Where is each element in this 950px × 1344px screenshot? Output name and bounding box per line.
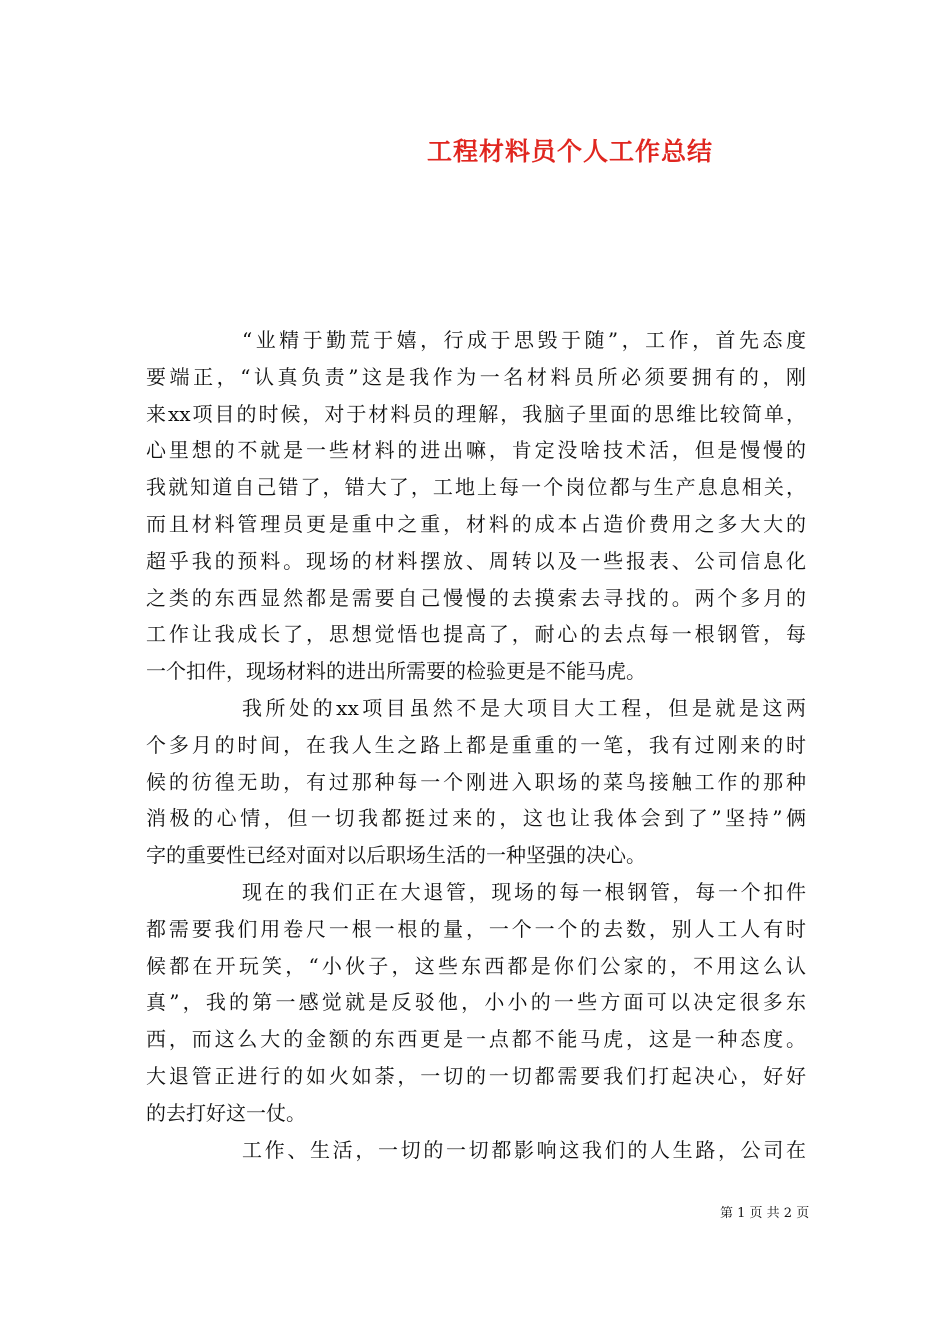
paragraph-line: 真”，我的第一感觉就是反驳他，小小的一些方面可以决定很多东 [146, 990, 806, 1015]
paragraph-line: 候都在开玩笑，“小伙子，这些东西都是你们公家的，不用这么认 [146, 953, 806, 978]
paragraph-line: 工作、生活，一切的一切都影响这我们的人生路，公司在 [242, 1137, 806, 1162]
paragraph-line: 我就知道自己错了，错大了，工地上每一个岗位都与生产息息相关， [146, 475, 806, 500]
paragraph-line: 个多月的时间，在我人生之路上都是重重的一笔，我有过刚来的时 [146, 732, 806, 757]
paragraph-line: 我所处的xx项目虽然不是大项目大工程，但是就是这两 [242, 695, 806, 720]
paragraph-line: 而且材料管理员更是重中之重，材料的成本占造价费用之多大大的 [146, 511, 806, 536]
document-body [146, 322, 806, 1168]
paragraph-line: 都需要我们用卷尺一根一根的量，一个一个的去数，别人工人有时 [146, 916, 806, 941]
paragraph-3 [146, 874, 806, 1132]
paragraph-line: 西，而这么大的金额的东西更是一点都不能马虎，这是一种态度。 [146, 1027, 806, 1052]
paragraph-line: 之类的东西显然都是需要自己慢慢的去摸索去寻找的。两个多月的 [146, 585, 806, 610]
paragraph-line: 消极的心情，但一切我都挺过来的，这也让我体会到了”坚持”俩 [146, 806, 806, 831]
paragraph-line: 来xx项目的时候，对于材料员的理解，我脑子里面的思维比较简单， [146, 401, 806, 426]
paragraph-4 [146, 1132, 806, 1169]
paragraph-line: 候的彷徨无助，有过那种每一个刚进入职场的菜鸟接触工作的那种 [146, 769, 806, 794]
paragraph-line: 的去打好这一仗。 [146, 1100, 306, 1125]
page-number-footer: 第 1 页 共 2 页 [720, 1206, 810, 1221]
paragraph-line: 大退管正进行的如火如荼，一切的一切都需要我们打起决心，好好 [146, 1063, 806, 1088]
paragraph-line: 一个扣件，现场材料的进出所需要的检验更是不能马虎。 [146, 659, 646, 684]
paragraph-line: 字的重要性已经对面对以后职场生活的一种坚强的决心。 [146, 843, 646, 868]
paragraph-line: 现在的我们正在大退管，现场的每一根钢管，每一个扣件 [242, 879, 806, 904]
paragraph-1 [146, 322, 806, 690]
paragraph-2 [146, 690, 806, 874]
paragraph-line: 工作让我成长了，思想觉悟也提高了，耐心的去点每一根钢管，每 [146, 622, 806, 647]
document-title: 工程材料员个人工作总结 [426, 137, 713, 166]
paragraph-line: 心里想的不就是一些材料的进出嘛，肯定没啥技术活，但是慢慢的 [146, 438, 806, 463]
paragraph-line: 要端正，“认真负责”这是我作为一名材料员所必须要拥有的，刚 [146, 364, 806, 389]
paragraph-line: 超乎我的预料。现场的材料摆放、周转以及一些报表、公司信息化 [146, 548, 806, 573]
paragraph-line: “业精于勤荒于嬉，行成于思毁于随”，工作，首先态度 [242, 328, 806, 352]
